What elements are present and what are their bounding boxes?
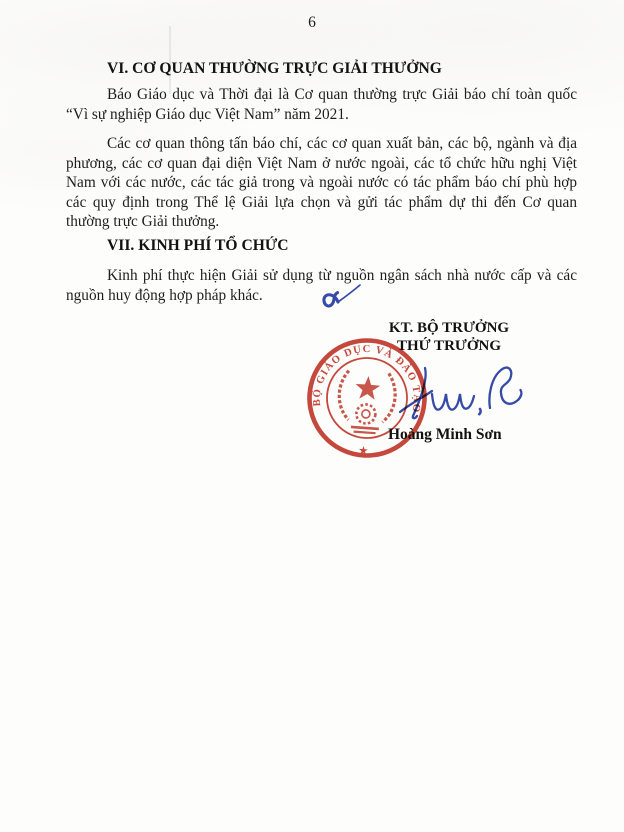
- paragraph: [66, 85, 577, 124]
- text-line: Kinh phí thực hiện Giải sử dụng từ nguồn ngân sách nhà nước cấp và các: [107, 267, 577, 284]
- seal-emblem: [337, 370, 397, 434]
- seal-star-icon: [355, 375, 381, 400]
- text-line: “Vì sự nghiệp Giáo dục Việt Nam” năm 2021.: [66, 105, 349, 123]
- seal-text: BỘ GIÁO DỤC VÀ ĐÀO TẠO: [311, 344, 422, 415]
- section-vii-heading: VII. KINH PHÍ TỔ CHỨC: [107, 237, 289, 254]
- pen-mark-icon: [316, 282, 362, 310]
- text-line: Báo Giáo dục và Thời đại là Cơ quan thường trực Giải báo chí toàn quốc: [107, 86, 577, 103]
- text-line: phương, các cơ quan đại diện Việt Nam ở nước ngoài, các tổ chức hữu nghị Việt: [66, 154, 577, 172]
- text-line: Nam với các nước, các tác giả trong và ngoài nước có tác phẩm báo chí phù hợp: [66, 174, 577, 192]
- text-line: các quy định trong Thể lệ Giải lựa chọn và gửi tác phẩm dự thi đến Cơ quan: [66, 193, 577, 211]
- signer-name: Hoàng Minh Sơn: [388, 426, 502, 443]
- signature-ink: [392, 360, 527, 422]
- text-line: Các cơ quan thông tấn báo chí, các cơ quan xuất bản, các bộ, ngành và địa: [107, 135, 577, 152]
- signer-position-line1: KT. BỘ TRƯỞNG: [388, 320, 510, 336]
- page-number: 6: [308, 14, 316, 31]
- section-vi-heading: VI. CƠ QUAN THƯỜNG TRỰC GIẢI THƯỞNG: [107, 60, 442, 77]
- paragraph: [66, 134, 577, 232]
- signer-position-line2: THỨ TRƯỞNG: [396, 337, 502, 354]
- text-line: nguồn huy động hợp pháp khác.: [66, 286, 263, 304]
- seal-bottom-star-icon: ★: [358, 445, 369, 458]
- text-line: thường trực Giải thưởng.: [66, 213, 220, 231]
